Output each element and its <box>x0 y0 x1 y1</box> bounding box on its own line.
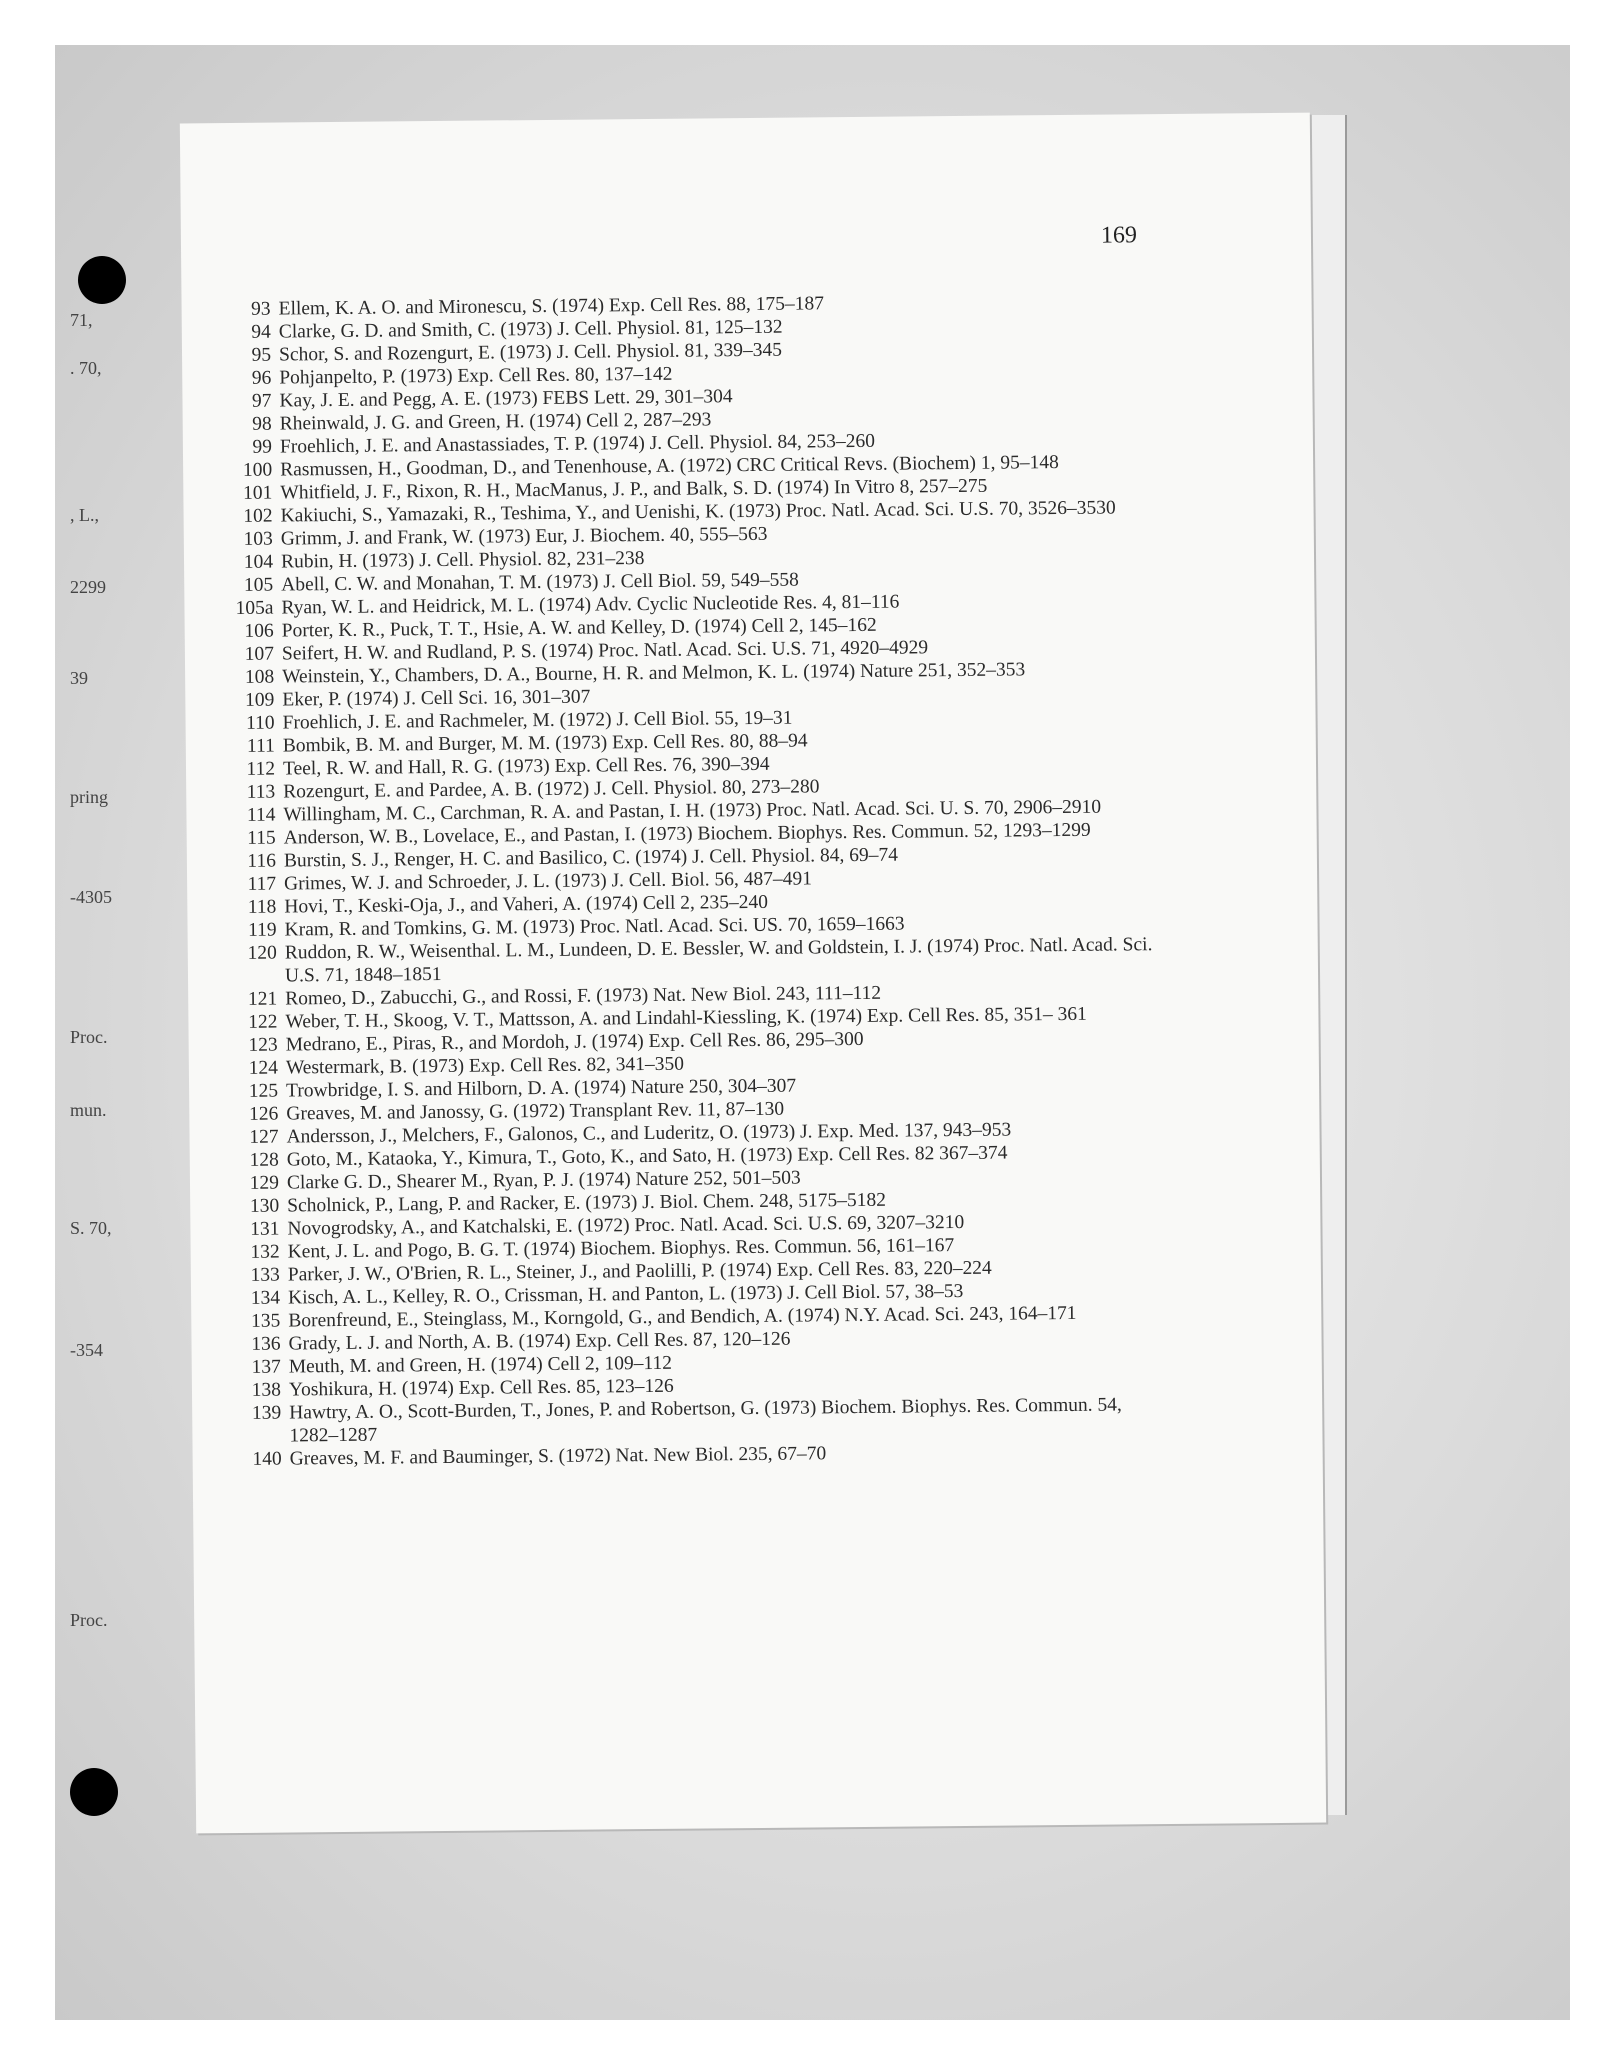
reference-citation: Weber, T. H., Skoog, V. T., Mattsson, A. and Lindahl-Kiessling, K. (1974) Exp. Cell Res. 85, 351– 361 <box>285 1003 1087 1033</box>
reference-citation: Froehlich, J. E. and Rachmeler, M. (1972) J. Cell Biol. 55, 19–31 <box>282 707 793 734</box>
reference-number: 120 <box>247 942 277 964</box>
reference-number: 124 <box>248 1057 278 1079</box>
reference-number: 122 <box>248 1011 278 1033</box>
reference-citation: Schor, S. and Rozengurt, E. (1973) J. Cell. Physiol. 81, 339–345 <box>278 339 783 366</box>
reference-number: 115 <box>247 827 276 849</box>
reference-page <box>180 113 1326 1834</box>
reference-citation: Eker, P. (1974) J. Cell Sci. 16, 301–307 <box>282 686 591 711</box>
reference-citation: Hawtry, A. O., Scott-Burden, T., Jones, P. and Robertson, G. (1973) Biochem. Biophys. Res. Commun. 54, 1282–1287 <box>289 1394 1122 1447</box>
reference-citation: Westermark, B. (1973) Exp. Cell Res. 82, 341–350 <box>285 1053 685 1079</box>
reference-citation: Pohjanpelto, P. (1973) Exp. Cell Res. 80, 137–142 <box>279 363 673 389</box>
reference-number: 101 <box>243 482 273 504</box>
reference-citation: Whitfield, J. F., Rixon, R. H., MacManus, J. P., and Balk, S. D. (1974) In Vitro 8, 257–275 <box>280 475 988 504</box>
reference-number: 93 <box>251 298 271 320</box>
reference-citation: Ellem, K. A. O. and Mironescu, S. (1974) Exp. Cell Res. 88, 175–187 <box>278 293 825 320</box>
reference-number: 133 <box>250 1264 280 1286</box>
previous-page-fragment: -4305 <box>70 887 112 907</box>
reference-number: 121 <box>247 988 278 1010</box>
reference-citation: Burstin, S. J., Renger, H. C. and Basilico, C. (1974) J. Cell. Physiol. 84, 69–74 <box>283 844 898 872</box>
reference-number: 108 <box>244 666 275 688</box>
reference-number: 132 <box>250 1241 280 1263</box>
reference-citation: Yoshikura, H. (1974) Exp. Cell Res. 85, 123–126 <box>288 1375 674 1401</box>
reference-number: 140 <box>252 1448 282 1470</box>
reference-number: 128 <box>249 1149 279 1171</box>
reference-citation: Grady, L. J. and North, A. B. (1974) Exp. Cell Res. 87, 120–126 <box>288 1328 791 1355</box>
reference-citation: Bombik, B. M. and Burger, M. M. (1973) Exp. Cell Res. 80, 88–94 <box>282 730 808 757</box>
reference-number: 139 <box>251 1402 282 1424</box>
reference-number: 118 <box>247 896 277 918</box>
reference-number: 98 <box>252 413 272 435</box>
previous-page-fragment: 71, <box>70 310 93 330</box>
reference-number: 138 <box>251 1379 282 1401</box>
previous-page-fragment: -354 <box>70 1340 103 1360</box>
reference-number: 97 <box>251 390 272 412</box>
reference-citation: Andersson, J., Melchers, F., Galonos, C., and Luderitz, O. (1973) J. Exp. Med. 137, 943–953 <box>286 1119 1012 1148</box>
previous-page-fragment: 39 <box>70 668 88 688</box>
reference-number: 137 <box>251 1356 281 1378</box>
reference-number: 113 <box>246 781 276 803</box>
reference-citation: Trowbridge, I. S. and Hilborn, D. A. (1974) Nature 250, 304–307 <box>286 1075 797 1102</box>
reference-citation: Rasmussen, H., Goodman, D., and Tenenhouse, A. (1972) CRC Critical Revs. (Biochem) 1, 95–148 <box>280 452 1059 481</box>
reference-citation: Ryan, W. L. and Heidrick, M. L. (1974) Adv. Cyclic Nucleotide Res. 4, 81–116 <box>281 591 900 619</box>
reference-number: 102 <box>243 505 273 527</box>
reference-number: 127 <box>249 1126 279 1148</box>
reference-number: 126 <box>248 1103 279 1125</box>
reference-citation: Greaves, M. and Janossy, G. (1972) Transplant Rev. 11, 87–130 <box>286 1098 785 1125</box>
reference-citation: Kay, J. E. and Pegg, A. E. (1973) FEBS Lett. 29, 301–304 <box>279 386 733 412</box>
reference-number: 129 <box>249 1172 280 1194</box>
reference-citation: Greaves, M. F. and Bauminger, S. (1972) Nat. New Biol. 235, 67–70 <box>289 1443 827 1470</box>
reference-number: 119 <box>247 919 277 941</box>
reference-citation: Kisch, A. L., Kelley, R. O., Crissman, H. and Panton, L. (1973) J. Cell Biol. 57, 38–53 <box>287 1280 964 1309</box>
reference-citation: Kent, J. L. and Pogo, B. G. T. (1974) Biochem. Biophys. Res. Commun. 56, 161–167 <box>287 1235 955 1263</box>
reference-number: 134 <box>250 1287 281 1309</box>
reference-citation: Clarke G. D., Shearer M., Ryan, P. J. (1974) Nature 252, 501–503 <box>286 1167 801 1194</box>
previous-page-fragment: mun. <box>70 1100 107 1120</box>
reference-citation: Grimm, J. and Frank, W. (1973) Eur, J. Biochem. 40, 555–563 <box>280 523 768 550</box>
reference-citation: Meuth, M. and Green, H. (1974) Cell 2, 109–112 <box>288 1352 673 1378</box>
previous-page-fragment: Proc. <box>70 1027 108 1047</box>
page-number: 169 <box>1100 222 1138 249</box>
reference-citation: Seifert, H. W. and Rudland, P. S. (1974) Proc. Natl. Acad. Sci. U.S. 71, 4920–4929 <box>281 637 929 665</box>
reference-citation: Anderson, W. B., Lovelace, E., and Pastan, I. (1973) Biochem. Biophys. Res. Commun. 52, 1293–1299 <box>283 819 1091 849</box>
previous-page-fragment: 2299 <box>70 577 106 597</box>
reference-number: 114 <box>246 804 276 826</box>
reference-number: 103 <box>243 528 273 550</box>
reference-number: 95 <box>251 344 272 366</box>
reference-number: 131 <box>250 1218 280 1240</box>
reference-number: 104 <box>243 551 274 573</box>
reference-citation: Ruddon, R. W., Weisenthal. L. M., Lundeen, D. E. Bessler, W. and Goldstein, I. J. (1974) Proc. Natl. Acad. Sci. U.S. 71, 1848–1851 <box>284 934 1153 987</box>
reference-number: 94 <box>251 321 271 343</box>
reference-citation: Willingham, M. C., Carchman, R. A. and Pastan, I. H. (1973) Proc. Natl. Acad. Sci. U. S. 70, 2906–2910 <box>283 796 1102 826</box>
reference-number: 106 <box>244 620 274 642</box>
reference-number: 112 <box>246 758 276 780</box>
reference-number: 96 <box>251 367 272 389</box>
reference-citation: Parker, J. W., O'Brien, R. L., Steiner, J., and Paolilli, P. (1974) Exp. Cell Res. 83, 220–224 <box>287 1257 992 1286</box>
reference-list <box>226 289 1157 1471</box>
reference-citation: Grimes, W. J. and Schroeder, J. L. (1973) J. Cell. Biol. 56, 487–491 <box>284 868 813 895</box>
previous-page-fragment: , L., <box>70 505 99 525</box>
reference-number: 116 <box>247 850 277 872</box>
reference-number: 111 <box>246 735 275 757</box>
reference-number: 105 <box>243 574 274 596</box>
reference-number: 123 <box>248 1034 278 1056</box>
reference-citation: Kram, R. and Tomkins, G. M. (1973) Proc. Natl. Acad. Sci. US. 70, 1659–1663 <box>284 913 905 941</box>
reference-number: 130 <box>249 1195 280 1217</box>
reference-number: 100 <box>242 459 273 481</box>
reference-citation: Novogrodsky, A., and Katchalski, E. (1972) Proc. Natl. Acad. Sci. U.S. 69, 3207–3210 <box>287 1211 965 1240</box>
previous-page-fragment: S. 70, <box>70 1218 112 1238</box>
reference-number: 135 <box>250 1310 281 1332</box>
reference-number: 105a <box>235 597 274 619</box>
reference-citation: Clarke, G. D. and Smith, C. (1973) J. Cell. Physiol. 81, 125–132 <box>278 316 783 343</box>
reference-citation: Romeo, D., Zabucchi, G., and Rossi, F. (1973) Nat. New Biol. 243, 111–112 <box>285 982 882 1010</box>
previous-page-fragment: pring <box>70 787 108 807</box>
reference-citation: Kakiuchi, S., Yamazaki, R., Teshima, Y., and Uenishi, K. (1973) Proc. Natl. Acad. Sci. U.S. 70, 3526–3530 <box>280 497 1116 527</box>
reference-citation: Rheinwald, J. G. and Green, H. (1974) Cell 2, 287–293 <box>279 409 712 435</box>
reference-citation: Scholnick, P., Lang, P. and Racker, E. (1973) J. Biol. Chem. 248, 5175–5182 <box>287 1189 887 1217</box>
previous-page-fragment: . 70, <box>70 358 102 378</box>
reference-citation: Rubin, H. (1973) J. Cell. Physiol. 82, 231–238 <box>280 548 645 573</box>
previous-page-fragment: Proc. <box>70 1610 108 1630</box>
reference-number: 110 <box>245 712 275 734</box>
reference-number: 136 <box>251 1333 281 1355</box>
reference-citation: Porter, K. R., Puck, T. T., Hsie, A. W. and Kelley, D. (1974) Cell 2, 145–162 <box>281 614 877 642</box>
reference-number: 107 <box>244 643 275 665</box>
reference-citation: Borenfreund, E., Steinglass, M., Korngold, G., and Bendich, A. (1974) N.Y. Acad. Sci. 243, 164–171 <box>288 1302 1077 1332</box>
reference-citation: Weinstein, Y., Chambers, D. A., Bourne, H. R. and Melmon, K. L. (1974) Nature 251, 352–353 <box>282 659 1026 688</box>
reference-citation: Medrano, E., Piras, R., and Mordoh, J. (1974) Exp. Cell Res. 86, 295–300 <box>285 1028 864 1056</box>
reference-citation: Teel, R. W. and Hall, R. G. (1973) Exp. Cell Res. 76, 390–394 <box>282 753 770 780</box>
reference-number: 109 <box>245 689 275 711</box>
reference-citation: Goto, M., Kataoka, Y., Kimura, T., Goto, K., and Sato, H. (1973) Exp. Cell Res. 82 367–374 <box>286 1142 1008 1171</box>
reference-number: 99 <box>252 436 273 458</box>
reference-citation: Rozengurt, E. and Pardee, A. B. (1972) J. Cell. Physiol. 80, 273–280 <box>283 776 820 803</box>
reference-citation: Hovi, T., Keski-Oja, J., and Vaheri, A. (1974) Cell 2, 235–240 <box>284 891 769 918</box>
reference-citation: Abell, C. W. and Monahan, T. M. (1973) J. Cell Biol. 59, 549–558 <box>281 569 799 596</box>
reference-citation: Froehlich, J. E. and Anastassiades, T. P. (1974) J. Cell. Physiol. 84, 253–260 <box>279 430 876 458</box>
reference-number: 117 <box>247 873 277 895</box>
reference-number: 125 <box>248 1080 279 1102</box>
